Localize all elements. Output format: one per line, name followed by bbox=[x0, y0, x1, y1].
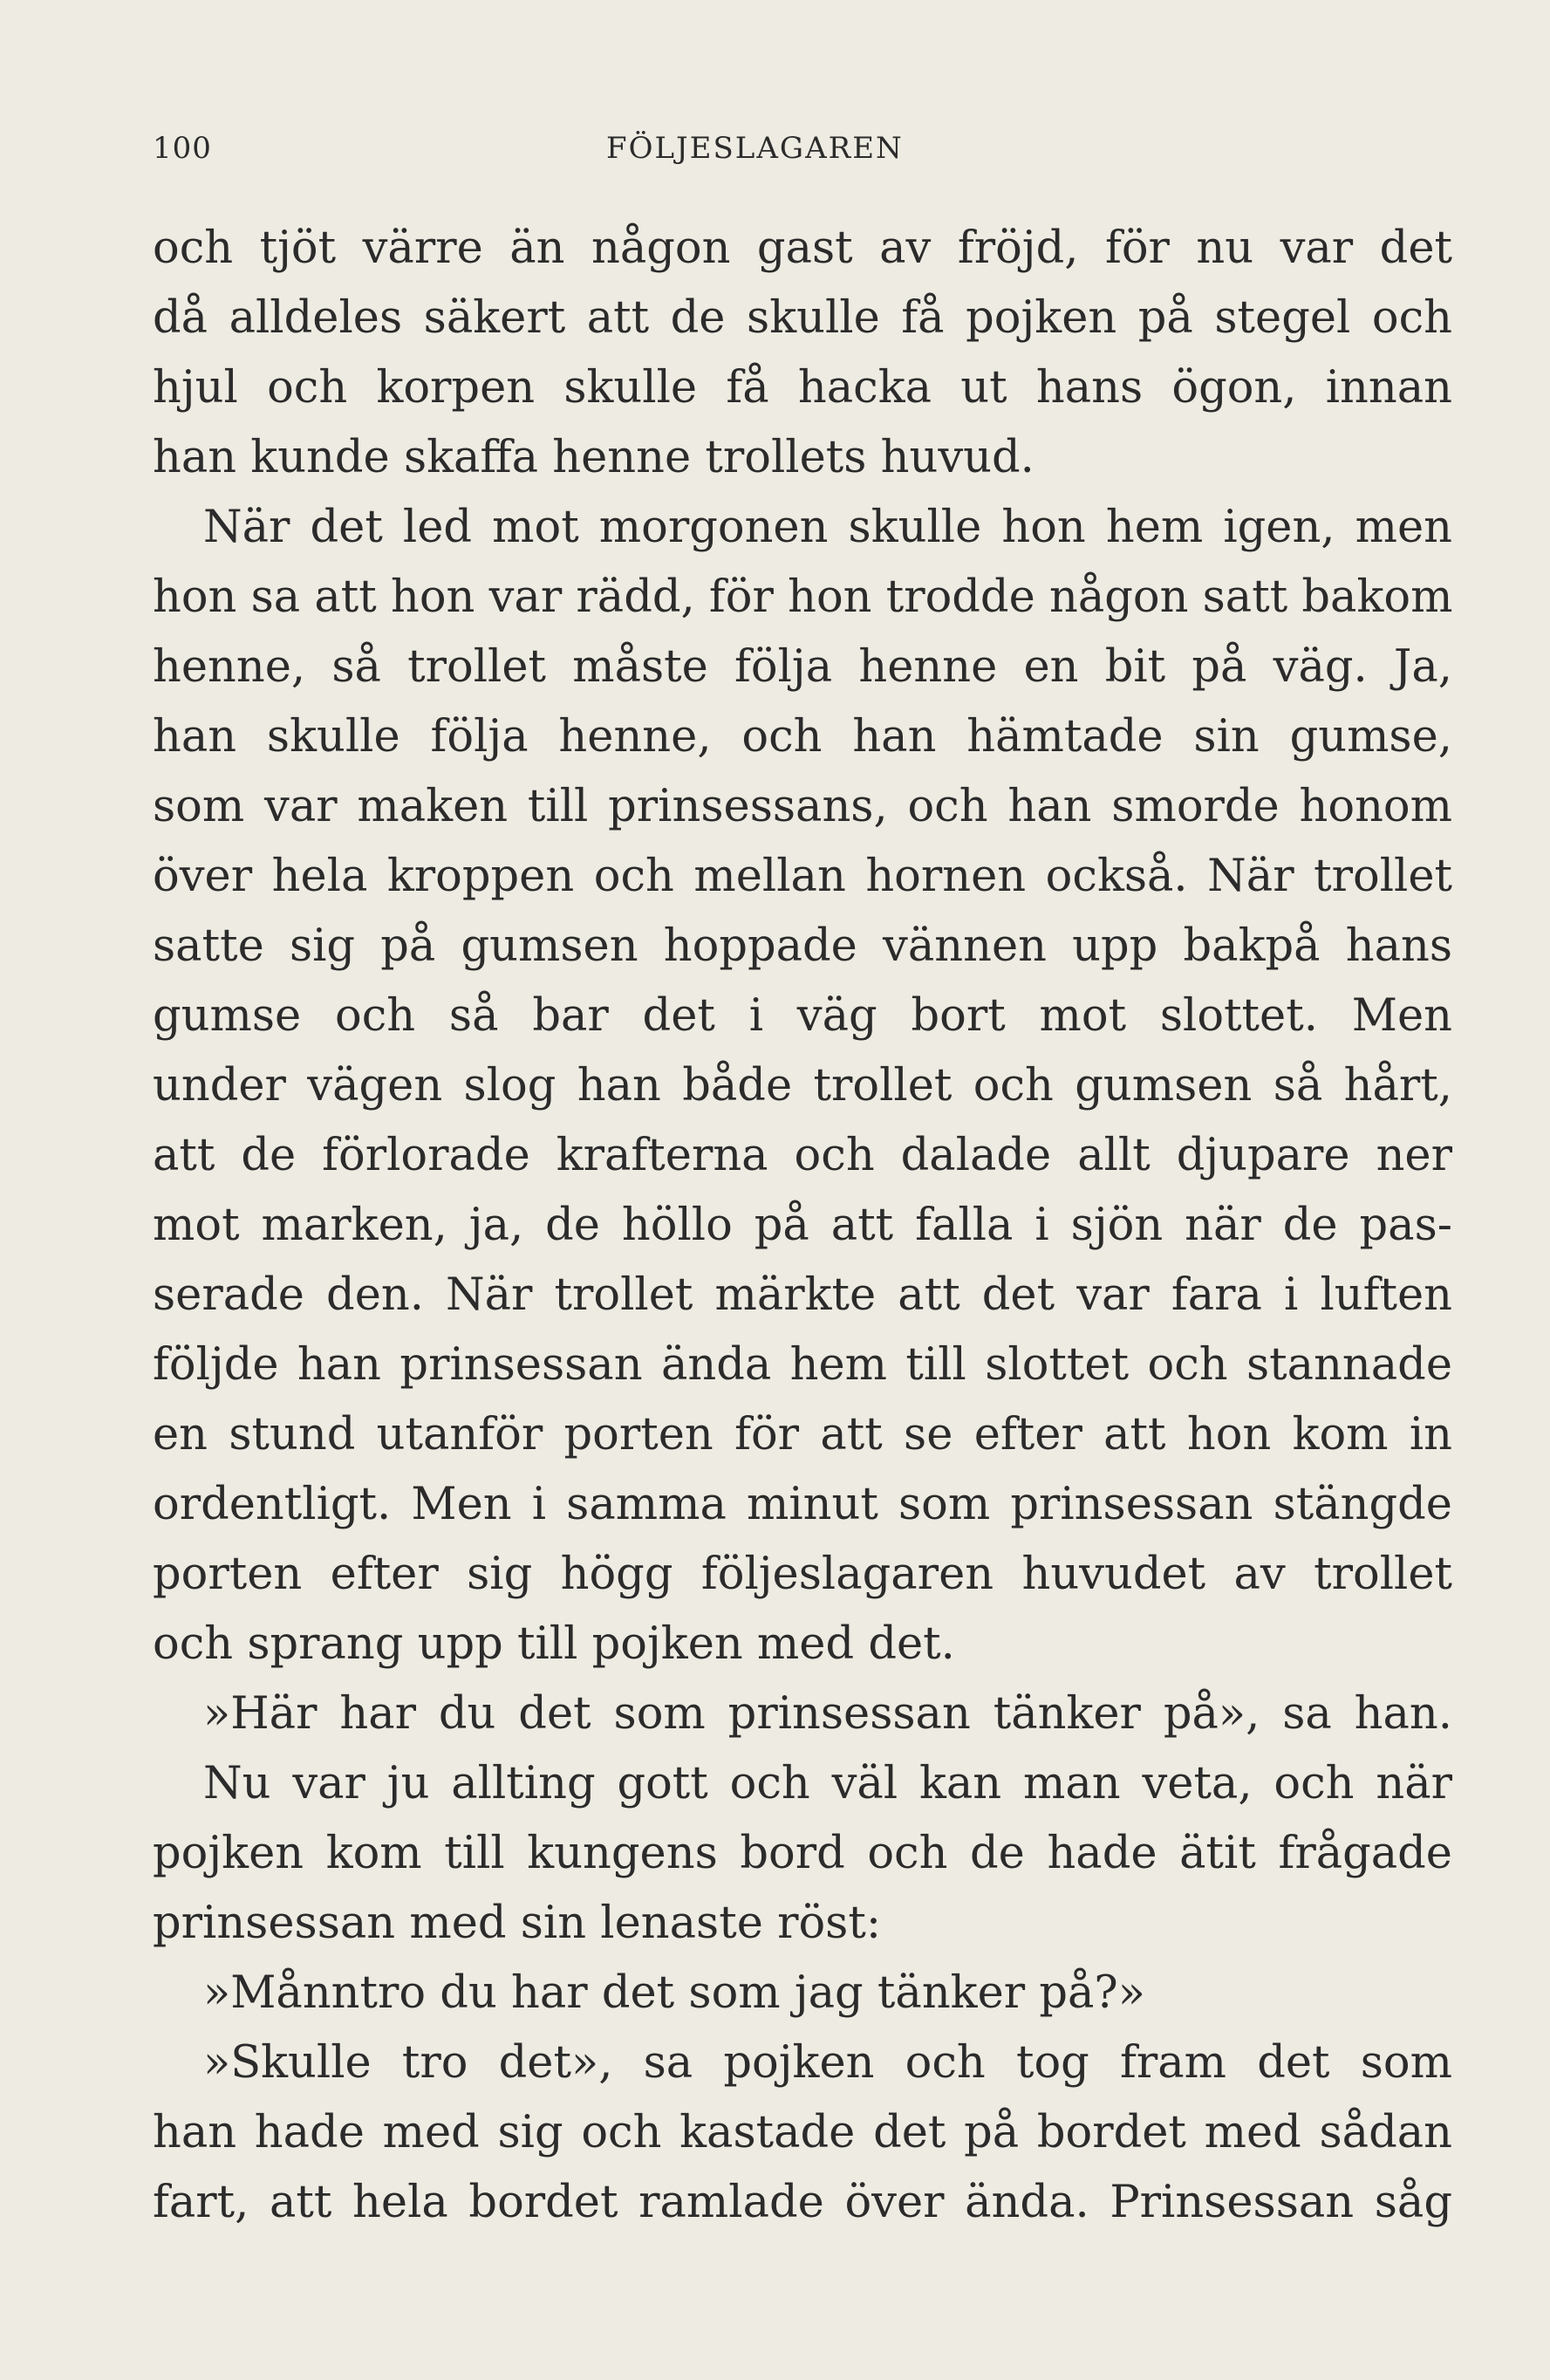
text-line: ordentligt. Men i samma minut som prinsessan stängde bbox=[153, 1479, 1452, 1530]
text-line: serade den. När trollet märkte att det var fara i luften bbox=[153, 1269, 1452, 1321]
text-line: pojken kom till kungens bord och de hade ätit frågade bbox=[153, 1828, 1452, 1879]
text-line: fart, att hela bordet ramlade över ända. Prinsessan såg bbox=[153, 2177, 1452, 2228]
text-line: gumse och så bar det i väg bort mot slottet. Men bbox=[153, 990, 1452, 1042]
body-text bbox=[153, 214, 1452, 2238]
text-line: han kunde skaffa henne trollets huvud. bbox=[153, 432, 1034, 483]
text-line: följde han prinsessan ända hem till slottet och stannade bbox=[153, 1339, 1452, 1391]
text-line: Nu var ju allting gott och väl kan man veta, och när bbox=[203, 1758, 1452, 1809]
text-line: »Skulle tro det», sa pojken och tog fram det som bbox=[203, 2037, 1452, 2089]
text-line: en stund utanför porten för att se efter att hon kom in bbox=[153, 1409, 1452, 1460]
text-line: »Månntro du har det som jag tänker på?» bbox=[203, 1967, 1145, 2019]
text-line: henne, så trollet måste följa henne en bit på väg. Ja, bbox=[153, 641, 1452, 693]
text-line: »Här har du det som prinsessan tänker på», sa han. bbox=[203, 1688, 1452, 1740]
running-header bbox=[153, 131, 1452, 183]
text-line: hjul och korpen skulle få hacka ut hans ögon, innan bbox=[153, 362, 1452, 414]
text-line: När det led mot morgonen skulle hon hem igen, men bbox=[203, 502, 1452, 553]
text-line: som var maken till prinsessans, och han smorde honom bbox=[153, 781, 1452, 832]
text-line: mot marken, ja, de höllo på att falla i sjön när de pas- bbox=[153, 1200, 1452, 1251]
text-line: porten efter sig högg följeslagaren huvudet av trollet bbox=[153, 1549, 1452, 1600]
text-line: under vägen slog han både trollet och gumsen så hårt, bbox=[153, 1060, 1452, 1111]
text-line: att de förlorade krafterna och dalade allt djupare ner bbox=[153, 1130, 1452, 1181]
text-line: och sprang upp till pojken med det. bbox=[153, 1618, 955, 1670]
text-line: han skulle följa henne, och han hämtade sin gumse, bbox=[153, 711, 1452, 763]
running-title: FÖLJESLAGAREN bbox=[606, 131, 904, 166]
text-line: och tjöt värre än någon gast av fröjd, för nu var det bbox=[153, 222, 1452, 274]
text-line: då alldeles säkert att de skulle få pojken på stegel och bbox=[153, 292, 1452, 344]
text-line: prinsessan med sin lenaste röst: bbox=[153, 1898, 882, 1949]
text-line: över hela kroppen och mellan hornen också. När trollet bbox=[153, 851, 1452, 902]
text-line: han hade med sig och kastade det på bordet med sådan bbox=[153, 2107, 1452, 2158]
text-line: satte sig på gumsen hoppade vännen upp bakpå hans bbox=[153, 920, 1452, 972]
page-number: 100 bbox=[153, 131, 212, 166]
text-line: hon sa att hon var rädd, för hon trodde någon satt bakom bbox=[153, 571, 1452, 623]
